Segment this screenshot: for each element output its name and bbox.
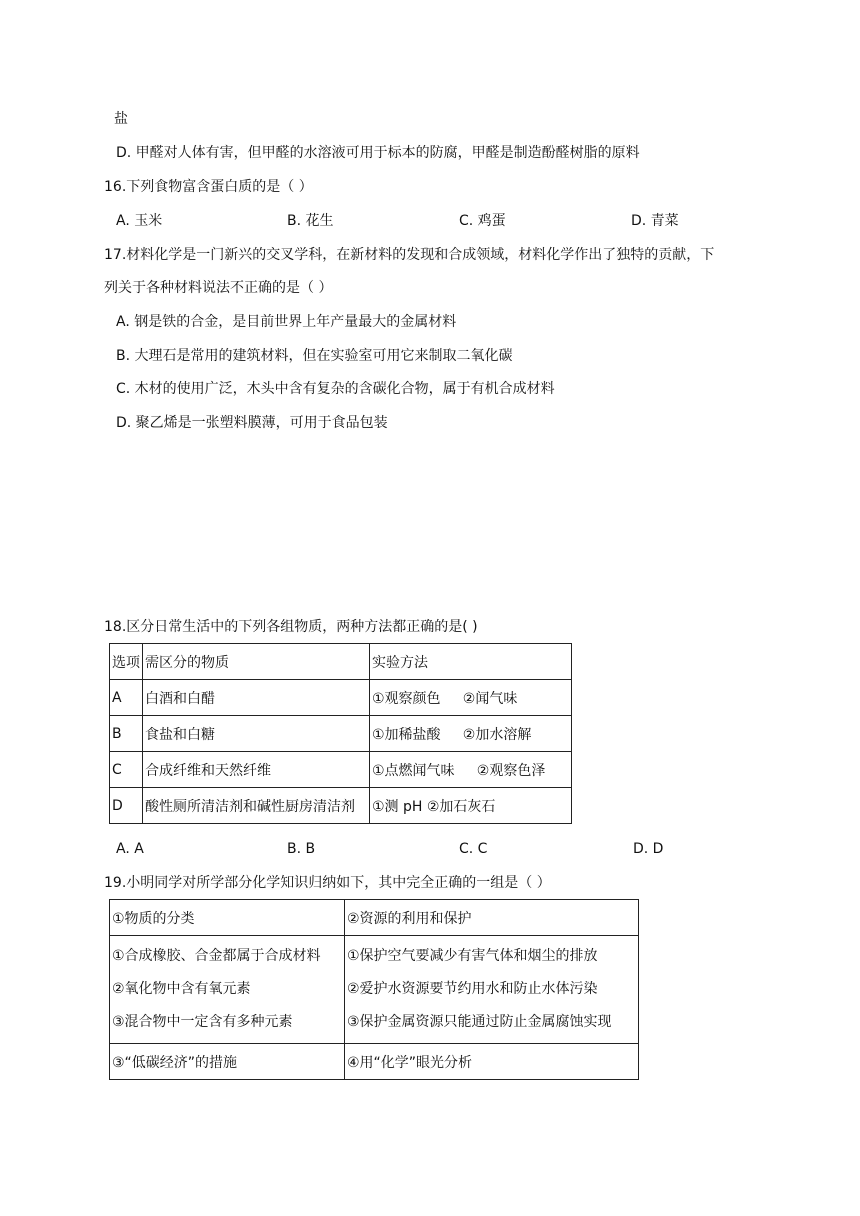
table-cell: A <box>110 680 143 716</box>
q18-option-c: C. C <box>459 841 488 857</box>
table-cell: D <box>110 788 143 824</box>
q16-option-d: D. 青菜 <box>631 213 679 229</box>
table-cell: ①物质的分类 <box>110 900 345 936</box>
table-row <box>110 788 572 824</box>
table-row <box>110 680 572 716</box>
q15-option-c-continuation: 盐 <box>114 111 128 127</box>
list-item: ②爱护水资源要节约用水和防止水体污染 <box>347 981 598 997</box>
table-cell: ①点燃闻气味 ②观察色泽 <box>370 752 572 788</box>
table-cell: ①测 pH ②加石灰石 <box>370 788 572 824</box>
table-cell: ③“低碳经济”的措施 <box>110 1044 345 1080</box>
table-row <box>110 900 639 936</box>
q18-table <box>109 643 572 824</box>
table-header-row <box>110 644 572 680</box>
list-item: ①保护空气要减少有害气体和烟尘的排放 <box>347 948 598 964</box>
header-cell: 实验方法 <box>370 644 572 680</box>
list-item: ③混合物中一定含有多种元素 <box>112 1014 293 1030</box>
q18-option-a: A. A <box>116 841 144 857</box>
table-cell: ②资源的利用和保护 <box>345 900 639 936</box>
q19-table <box>109 899 639 1080</box>
table-cell: ①加稀盐酸 ②加水溶解 <box>370 716 572 752</box>
q17-stem-line2: 列关于各种材料说法不正确的是（ ） <box>104 280 333 296</box>
table-row <box>110 752 572 788</box>
table-cell <box>110 936 345 1044</box>
q16-stem: 16.下列食物富含蛋白质的是（ ） <box>104 179 313 195</box>
table-row <box>110 936 639 1044</box>
q18-option-b: B. B <box>287 841 316 857</box>
table-cell: C <box>110 752 143 788</box>
list-item: ②氧化物中含有氧元素 <box>112 981 251 997</box>
q16-option-b: B. 花生 <box>287 213 334 229</box>
q17-option-c: C. 木材的使用广泛，木头中含有复杂的含碳化合物，属于有机合成材料 <box>116 381 555 397</box>
table-cell: 食盐和白糖 <box>143 716 370 752</box>
q17-stem-line1: 17.材料化学是一门新兴的交叉学科，在新材料的发现和合成领域，材料化学作出了独特的贡献，下 <box>104 247 715 263</box>
table-cell <box>345 936 639 1044</box>
q17-option-b: B. 大理石是常用的建筑材料，但在实验室可用它来制取二氧化碳 <box>116 348 513 364</box>
table-cell: 白酒和白醋 <box>143 680 370 716</box>
table-row <box>110 1044 639 1080</box>
header-cell: 选项 <box>110 644 143 680</box>
list-item: ①合成橡胶、合金都属于合成材料 <box>112 948 321 964</box>
q19-stem: 19.小明同学对所学部分化学知识归纳如下，其中完全正确的一组是（ ） <box>104 875 551 891</box>
table-cell: ④用“化学”眼光分析 <box>345 1044 639 1080</box>
table-row <box>110 716 572 752</box>
table-cell: B <box>110 716 143 752</box>
table-cell: 酸性厕所清洁剂和碱性厨房清洁剂 <box>143 788 370 824</box>
q18-stem: 18.区分日常生活中的下列各组物质，两种方法都正确的是( ) <box>104 619 478 635</box>
q15-option-d: D. 甲醛对人体有害，但甲醛的水溶液可用于标本的防腐，甲醛是制造酚醛树脂的原料 <box>116 145 640 161</box>
header-cell: 需区分的物质 <box>143 644 370 680</box>
q18-option-d: D. D <box>633 841 664 857</box>
list-item: ③保护金属资源只能通过防止金属腐蚀实现 <box>347 1014 612 1030</box>
q17-option-d: D. 聚乙烯是一张塑料膜薄，可用于食品包装 <box>116 415 388 431</box>
table-cell: 合成纤维和天然纤维 <box>143 752 370 788</box>
table-cell: ①观察颜色 ②闻气味 <box>370 680 572 716</box>
q16-option-c: C. 鸡蛋 <box>459 213 506 229</box>
q17-option-a: A. 钢是铁的合金，是目前世界上年产量最大的金属材料 <box>116 314 457 330</box>
q16-option-a: A. 玉米 <box>116 213 163 229</box>
